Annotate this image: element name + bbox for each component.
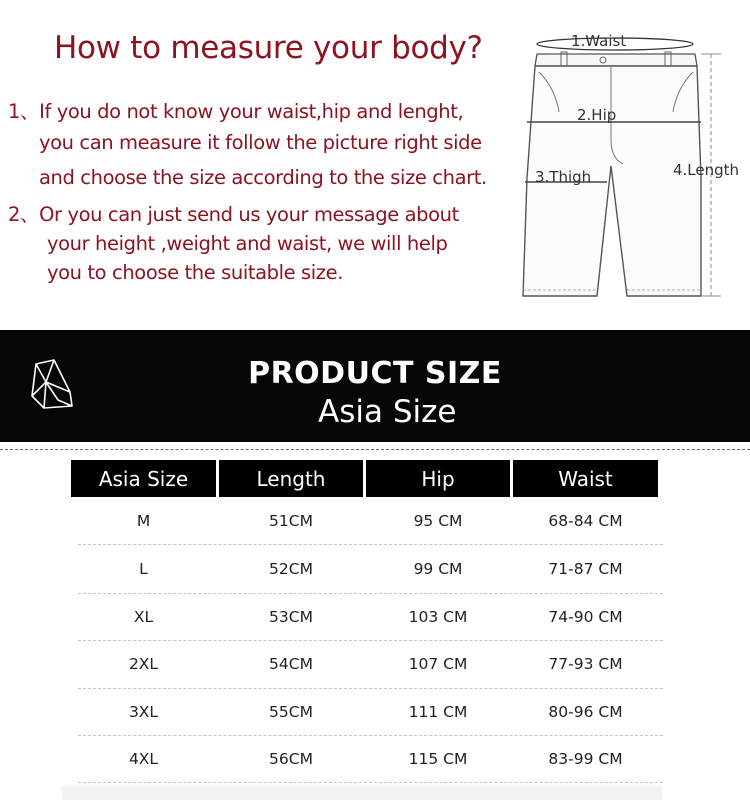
banner-title: PRODUCT SIZE xyxy=(248,356,502,391)
instruction-line: you to choose the suitable size. xyxy=(47,261,344,284)
measure-section xyxy=(0,0,750,330)
table-cell-size: M xyxy=(136,512,151,530)
table-header-hip: Hip xyxy=(366,460,510,497)
table-cell-waist: 74-90 CM xyxy=(548,608,623,626)
table-cell-size: L xyxy=(139,560,148,578)
table-cell-size: 4XL xyxy=(128,750,159,768)
table-cell-length: 52CM xyxy=(269,560,313,578)
table-footer-strip xyxy=(62,786,662,800)
table-cell-size: XL xyxy=(133,608,154,626)
diagram-label-hip: 2.Hip xyxy=(577,106,617,124)
row-divider xyxy=(78,640,663,641)
table-cell-size: 2XL xyxy=(128,655,159,673)
diagram-label-thigh: 3.Thigh xyxy=(535,168,592,186)
table-cell-length: 53CM xyxy=(269,608,313,626)
instruction-line: and choose the size according to the size chart. xyxy=(39,166,487,189)
table-cell-waist: 68-84 CM xyxy=(548,512,623,530)
banner-subtitle: Asia Size xyxy=(318,394,457,430)
table-cell-length: 56CM xyxy=(269,750,313,768)
pants-diagram xyxy=(515,28,750,308)
table-cell-hip: 103 CM xyxy=(408,608,468,626)
table-cell-hip: 99 CM xyxy=(413,560,463,578)
row-divider xyxy=(78,593,663,594)
table-cell-length: 51CM xyxy=(269,512,313,530)
table-header-size: Asia Size xyxy=(71,460,216,497)
table-cell-size: 3XL xyxy=(128,703,159,721)
row-divider xyxy=(78,735,663,736)
row-divider xyxy=(78,544,663,545)
table-cell-waist: 83-99 CM xyxy=(548,750,623,768)
measure-title: How to measure your body? xyxy=(54,30,483,66)
table-cell-hip: 111 CM xyxy=(408,703,468,721)
diagram-label-length: 4.Length xyxy=(673,161,740,179)
table-cell-length: 54CM xyxy=(269,655,313,673)
table-cell-length: 55CM xyxy=(269,703,313,721)
table-cell-hip: 115 CM xyxy=(408,750,468,768)
product-size-banner xyxy=(0,330,750,442)
table-cell-waist: 71-87 CM xyxy=(548,560,623,578)
table-cell-waist: 77-93 CM xyxy=(548,655,623,673)
table-header-waist: Waist xyxy=(513,460,658,497)
instruction-line: 1、If you do not know your waist,hip and lenght, xyxy=(8,100,464,123)
instruction-line: your height ,weight and waist, we will help xyxy=(47,232,448,255)
row-divider xyxy=(78,782,663,783)
section-divider xyxy=(0,449,750,450)
table-header-length: Length xyxy=(219,460,363,497)
table-cell-hip: 95 CM xyxy=(413,512,463,530)
diagram-label-waist: 1.Waist xyxy=(571,32,627,50)
table-cell-hip: 107 CM xyxy=(408,655,468,673)
row-divider xyxy=(78,688,663,689)
instruction-line: you can measure it follow the picture right side xyxy=(39,131,482,154)
instruction-line: 2、Or you can just send us your message about xyxy=(8,203,459,226)
table-cell-waist: 80-96 CM xyxy=(548,703,623,721)
